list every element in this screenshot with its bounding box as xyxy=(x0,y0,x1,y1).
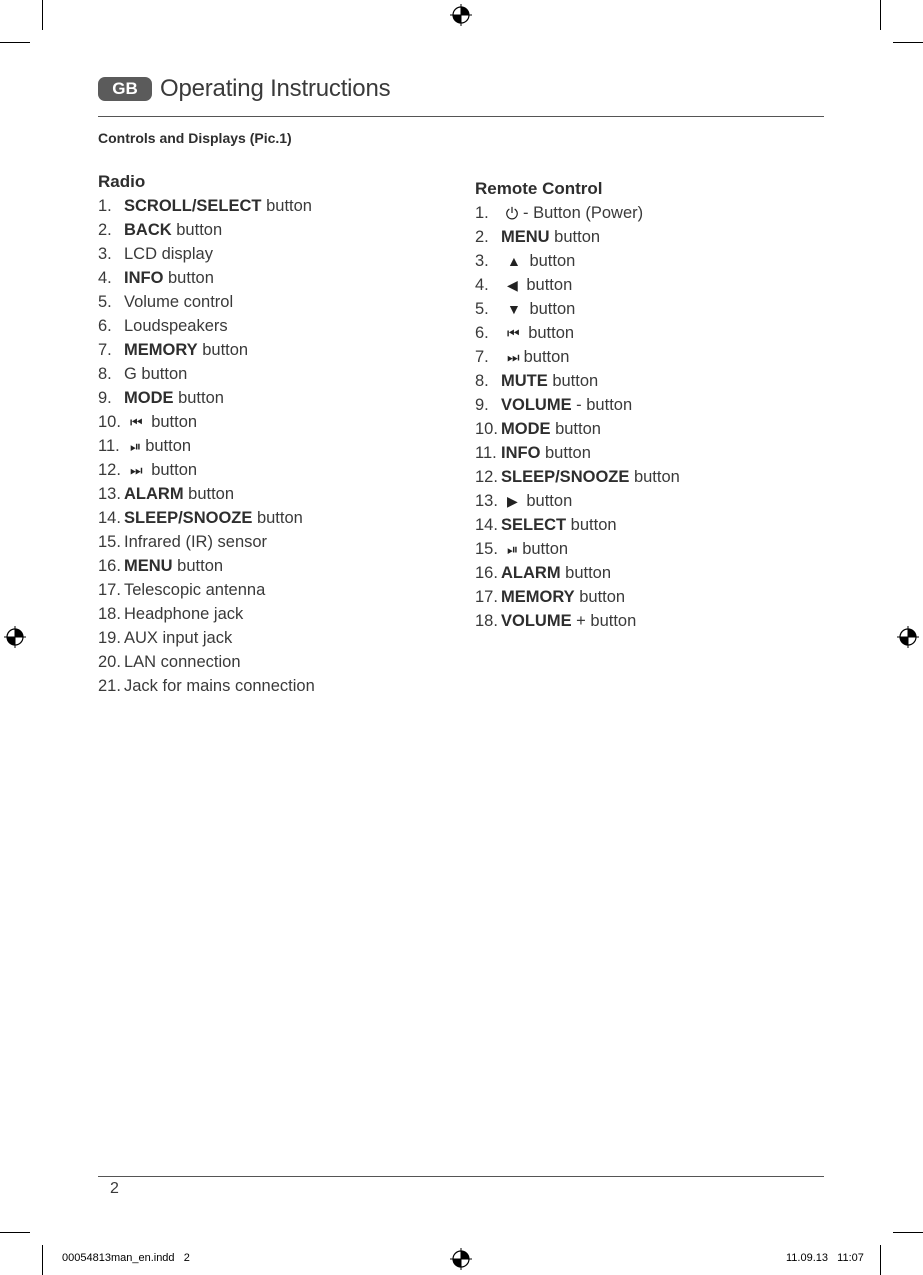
header-rule xyxy=(98,116,824,117)
item-number: 17. xyxy=(475,588,498,606)
item-number: 12. xyxy=(475,468,498,486)
list-item xyxy=(475,465,680,489)
item-number: 13. xyxy=(475,492,498,510)
control-name: VOLUME xyxy=(501,612,572,630)
control-name: BACK xyxy=(124,221,172,239)
control-description: button xyxy=(549,228,601,246)
radio-title: Radio xyxy=(98,172,146,191)
item-number: 2. xyxy=(98,221,112,239)
list-item xyxy=(98,674,315,698)
item-number: 10. xyxy=(475,420,498,438)
list-item xyxy=(98,458,315,482)
item-number: 6. xyxy=(98,317,112,335)
registration-mark-icon xyxy=(450,1248,472,1270)
control-description: - Button (Power) xyxy=(523,204,644,222)
crop-mark-top-right xyxy=(880,0,881,30)
control-symbol-icon: ▼ xyxy=(507,301,521,317)
list-item xyxy=(98,506,315,530)
control-description: button xyxy=(173,389,224,407)
item-number: 1. xyxy=(98,197,112,215)
control-name: MUTE xyxy=(501,372,548,390)
control-symbol-icon: ⏯ xyxy=(507,541,519,557)
list-item xyxy=(98,626,315,650)
item-number: 17. xyxy=(98,581,121,599)
crop-mark-bottom-right-h xyxy=(893,1232,923,1233)
print-slug-file: 00054813man_en.indd 2 xyxy=(62,1252,190,1264)
control-name: VOLUME xyxy=(501,396,572,414)
control-name: ALARM xyxy=(501,564,561,582)
list-item xyxy=(475,609,680,633)
control-description: button xyxy=(521,276,573,294)
list-item xyxy=(475,345,680,369)
list-item xyxy=(98,434,315,458)
control-name: MENU xyxy=(501,228,550,246)
control-description: button xyxy=(172,557,224,575)
item-number: 5. xyxy=(98,293,112,311)
control-description: button xyxy=(550,420,601,438)
control-name: INFO xyxy=(501,444,541,462)
list-item xyxy=(98,410,315,434)
page-header xyxy=(98,74,390,104)
list-item xyxy=(475,201,680,225)
item-number: 14. xyxy=(98,509,121,527)
control-description: button xyxy=(566,516,617,534)
control-description: button xyxy=(145,437,192,455)
item-number: 21. xyxy=(98,677,121,695)
control-description: button xyxy=(523,348,570,366)
control-description: button xyxy=(629,468,680,486)
crop-mark-bottom-left-h xyxy=(0,1232,30,1233)
remote-column xyxy=(475,177,680,633)
item-number: 19. xyxy=(98,629,121,647)
item-number: 15. xyxy=(98,533,121,551)
list-item xyxy=(475,417,680,441)
item-number: 8. xyxy=(475,372,489,390)
control-description: - button xyxy=(571,396,633,414)
list-item xyxy=(98,362,315,386)
control-description: button xyxy=(547,372,599,390)
list-item xyxy=(475,537,680,561)
list-item xyxy=(98,242,315,266)
item-number: 1. xyxy=(475,204,489,222)
control-symbol-icon: ⏭ xyxy=(130,462,143,478)
list-item xyxy=(475,297,680,321)
list-item xyxy=(475,225,680,249)
control-description: Loudspeakers xyxy=(124,317,228,335)
control-description: button xyxy=(574,588,626,606)
control-description: G button xyxy=(124,365,188,383)
control-description: Jack for mains connection xyxy=(124,677,315,695)
control-symbol-icon: ▲ xyxy=(507,253,521,269)
list-item xyxy=(475,585,680,609)
list-item xyxy=(98,290,315,314)
item-number: 2. xyxy=(475,228,489,246)
item-number: 18. xyxy=(98,605,121,623)
control-description: button xyxy=(183,485,235,503)
control-description: button xyxy=(524,300,576,318)
item-number: 7. xyxy=(98,341,112,359)
item-number: 9. xyxy=(475,396,489,414)
control-name: ALARM xyxy=(124,485,184,503)
list-item xyxy=(98,266,315,290)
control-name: INFO xyxy=(124,269,164,287)
registration-mark-icon xyxy=(4,626,26,648)
item-number: 16. xyxy=(98,557,121,575)
control-description: LCD display xyxy=(124,245,213,263)
radio-controls-list xyxy=(98,194,315,698)
list-item xyxy=(98,578,315,602)
footer-rule xyxy=(98,1176,824,1177)
control-description: button xyxy=(560,564,612,582)
item-number: 10. xyxy=(98,413,121,431)
item-number: 18. xyxy=(475,612,498,630)
crop-mark-top-left xyxy=(42,0,43,30)
item-number: 4. xyxy=(475,276,489,294)
control-name: MODE xyxy=(124,389,174,407)
list-item xyxy=(98,194,315,218)
list-item xyxy=(98,602,315,626)
control-description: button xyxy=(540,444,591,462)
list-item xyxy=(98,482,315,506)
item-number: 9. xyxy=(98,389,112,407)
control-description: button xyxy=(523,324,575,342)
radio-column xyxy=(98,170,315,698)
control-description: AUX input jack xyxy=(124,629,233,647)
control-description: button xyxy=(261,197,312,215)
list-item xyxy=(475,369,680,393)
item-number: 6. xyxy=(475,324,489,342)
list-item xyxy=(475,561,680,585)
crop-mark-bottom-right xyxy=(880,1245,881,1275)
list-item xyxy=(98,530,315,554)
item-number: 11. xyxy=(475,444,497,462)
control-name: SELECT xyxy=(501,516,567,534)
list-item xyxy=(475,513,680,537)
registration-mark-icon xyxy=(897,626,919,648)
control-symbol-icon: ⏭ xyxy=(507,349,520,365)
list-item xyxy=(475,489,680,513)
control-description: button xyxy=(522,540,569,558)
control-description: button xyxy=(524,252,576,270)
control-name: SLEEP/SNOOZE xyxy=(501,468,630,486)
control-description: button xyxy=(146,413,198,431)
control-name: SCROLL/SELECT xyxy=(124,197,262,215)
control-description: button xyxy=(521,492,573,510)
control-symbol-icon: ▶ xyxy=(507,493,518,509)
crop-mark-top-left-h xyxy=(0,42,30,43)
print-slug-date: 11.09.13 11:07 xyxy=(786,1252,864,1264)
item-number: 13. xyxy=(98,485,121,503)
control-symbol-icon: ⏮ xyxy=(507,325,520,341)
power-icon xyxy=(505,206,519,220)
item-number: 4. xyxy=(98,269,112,287)
remote-controls-list xyxy=(475,201,680,633)
control-name: MODE xyxy=(501,420,551,438)
registration-mark-icon xyxy=(450,4,472,26)
item-number: 12. xyxy=(98,461,121,479)
control-description: Telescopic antenna xyxy=(124,581,266,599)
list-item xyxy=(98,338,315,362)
language-badge: GB xyxy=(98,77,152,101)
control-description: Volume control xyxy=(124,293,234,311)
control-name: MEMORY xyxy=(501,588,575,606)
remote-title: Remote Control xyxy=(475,179,603,198)
page-title: Operating Instructions xyxy=(160,75,391,102)
section-heading: Controls and Displays (Pic.1) xyxy=(98,130,292,146)
item-number: 16. xyxy=(475,564,498,582)
list-item xyxy=(475,441,680,465)
list-item xyxy=(98,314,315,338)
control-description: Infrared (IR) sensor xyxy=(124,533,268,551)
control-name: MEMORY xyxy=(124,341,198,359)
control-description: + button xyxy=(571,612,637,630)
control-name: MENU xyxy=(124,557,173,575)
control-description: button xyxy=(252,509,303,527)
list-item xyxy=(98,386,315,410)
item-number: 5. xyxy=(475,300,489,318)
control-symbol-icon: ⏮ xyxy=(130,414,143,430)
control-description: Headphone jack xyxy=(124,605,244,623)
control-description: button xyxy=(171,221,223,239)
crop-mark-top-right-h xyxy=(893,42,923,43)
list-item xyxy=(475,249,680,273)
list-item xyxy=(475,273,680,297)
item-number: 3. xyxy=(475,252,489,270)
page-number: 2 xyxy=(110,1180,119,1197)
item-number: 8. xyxy=(98,365,112,383)
control-description: LAN connection xyxy=(124,653,241,671)
crop-mark-bottom-left xyxy=(42,1245,43,1275)
list-item xyxy=(475,393,680,417)
list-item xyxy=(98,650,315,674)
list-item xyxy=(98,218,315,242)
list-item xyxy=(475,321,680,345)
list-item xyxy=(98,554,315,578)
control-description: button xyxy=(146,461,198,479)
item-number: 11. xyxy=(98,437,120,455)
control-description: button xyxy=(197,341,249,359)
item-number: 14. xyxy=(475,516,498,534)
control-symbol-icon: ⏯ xyxy=(130,438,142,454)
item-number: 20. xyxy=(98,653,121,671)
control-symbol-icon: ◀ xyxy=(507,277,518,293)
control-description: button xyxy=(163,269,214,287)
item-number: 15. xyxy=(475,540,498,558)
item-number: 3. xyxy=(98,245,112,263)
item-number: 7. xyxy=(475,348,489,366)
control-name: SLEEP/SNOOZE xyxy=(124,509,253,527)
